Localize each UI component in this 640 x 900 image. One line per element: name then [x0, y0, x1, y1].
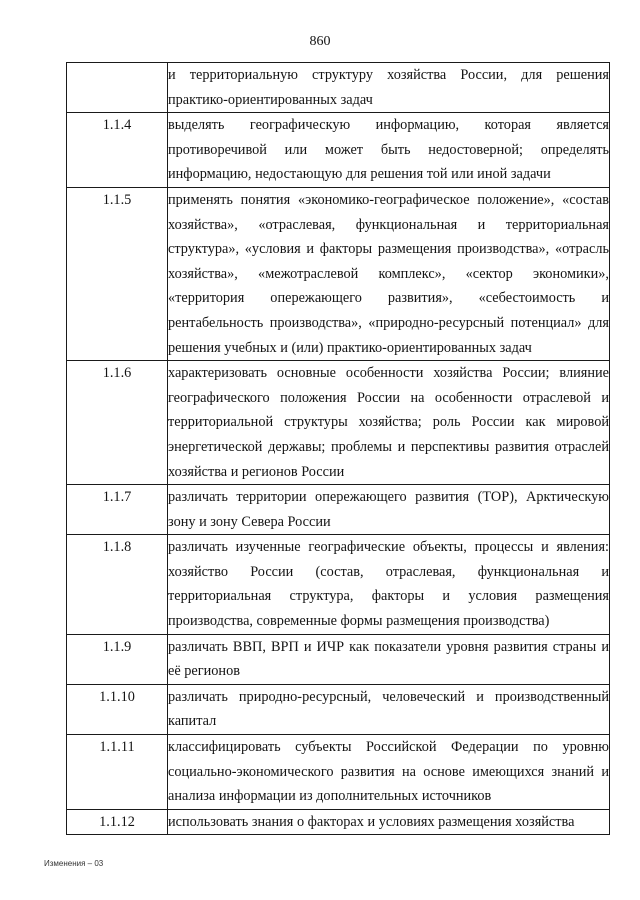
row-code: 1.1.4 — [67, 113, 168, 188]
row-code: 1.1.12 — [67, 809, 168, 835]
table-row — [67, 735, 610, 810]
table-row — [67, 535, 610, 634]
table-row — [67, 187, 610, 360]
table-row — [67, 361, 610, 485]
requirements-table — [66, 62, 610, 835]
table-row — [67, 634, 610, 684]
table-row — [67, 485, 610, 535]
row-text: использовать знания о факторах и условиях размещения хозяйства — [168, 809, 610, 835]
page-number: 860 — [309, 34, 331, 49]
table-row — [67, 113, 610, 188]
row-text: различать территории опережающего развития (ТОР), Арктическую зону и зону Севера России — [168, 485, 610, 535]
revision-footer: Изменения – 03 — [44, 859, 104, 868]
row-text: характеризовать основные особенности хозяйства России; влияние географического положения России на особенности отраслевой и территориальной структуры хозяйства; роль России как мировой энергетической державы; проблемы и перспективы развития отраслей хозяйства и регионов России — [168, 361, 610, 485]
table-row — [67, 809, 610, 835]
row-code: 1.1.5 — [67, 187, 168, 360]
row-code: 1.1.7 — [67, 485, 168, 535]
table-row — [67, 684, 610, 734]
row-text: применять понятия «экономико-географическое положение», «состав хозяйства», «отраслевая, функциональная и территориальная структура», «условия и факторы размещения производства», «отрасль хозяйства», «межотраслевой комплекс», «сектор экономики», «территория опережающего развития», «себестоимость и рентабельность производства», «природно-ресурсный потенциал» для решения учебных и (или) практико-ориентированных задач — [168, 187, 610, 360]
row-code: 1.1.6 — [67, 361, 168, 485]
row-text: выделять географическую информацию, которая является противоречивой или может быть недостоверной; определять информацию, недостающую для решения той или иной задачи — [168, 113, 610, 188]
row-text: различать изученные географические объекты, процессы и явления: хозяйство России (состав, отраслевая, функциональная и территориальная структура, факторы и условия размещения производства, современные формы размещения производства) — [168, 535, 610, 634]
row-text: классифицировать субъекты Российской Федерации по уровню социально-экономического развития на основе имеющихся знаний и анализа информации из дополнительных источников — [168, 735, 610, 810]
row-code: 1.1.8 — [67, 535, 168, 634]
row-code — [67, 63, 168, 113]
row-code: 1.1.9 — [67, 634, 168, 684]
row-code: 1.1.10 — [67, 684, 168, 734]
row-code: 1.1.11 — [67, 735, 168, 810]
table-row — [67, 63, 610, 113]
row-text: и территориальную структуру хозяйства России, для решения практико-ориентированных задач — [168, 63, 610, 113]
row-text: различать ВВП, ВРП и ИЧР как показатели уровня развития страны и её регионов — [168, 634, 610, 684]
requirements-table-body — [67, 63, 610, 835]
row-text: различать природно-ресурсный, человеческий и производственный капитал — [168, 684, 610, 734]
